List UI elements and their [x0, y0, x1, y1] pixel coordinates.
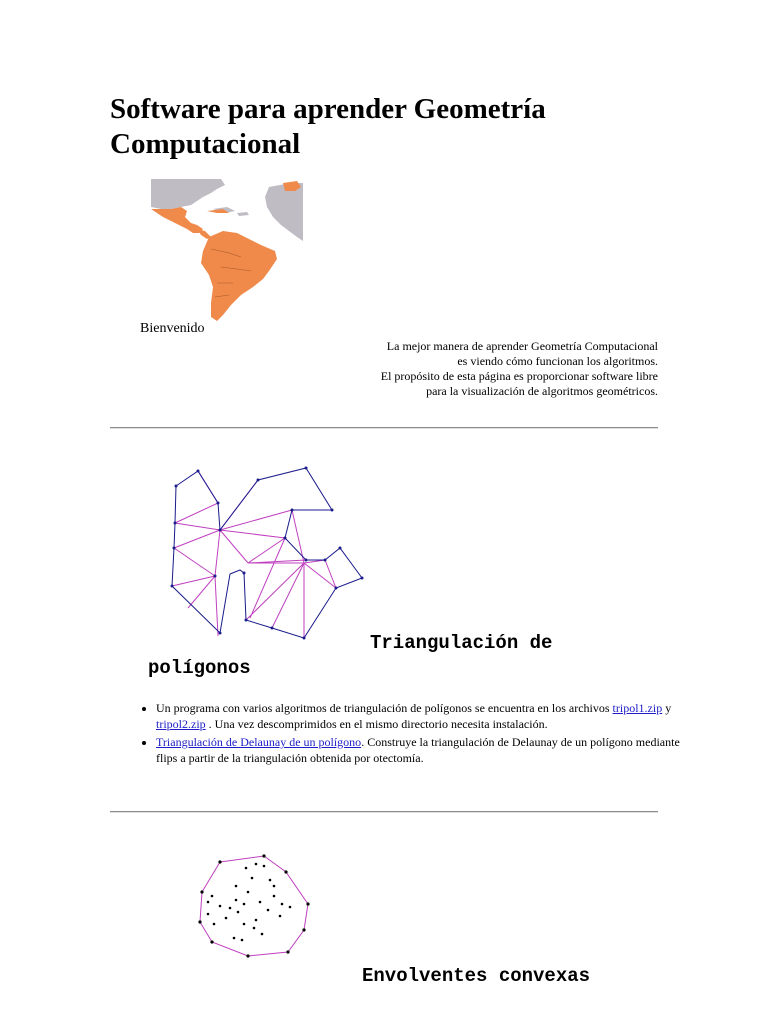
intro-line: La mejor manera de aprender Geometría Computacional	[386, 339, 658, 353]
page-title: Software para aprender Geometría Computacional	[110, 93, 546, 160]
tripol2-link[interactable]: tripol2.zip	[156, 717, 206, 731]
intro-paragraph	[340, 339, 658, 399]
list-item-text: Un programa con varios algoritmos de triangulación de polígonos se encuentra en los archivos	[156, 701, 613, 715]
list-item-text: y	[662, 701, 672, 715]
intro-line: es viendo cómo funcionan los algoritmos.	[457, 354, 658, 368]
welcome-text: Bienvenido	[140, 321, 205, 336]
tripol1-link[interactable]: tripol1.zip	[612, 701, 663, 715]
section-title-convex-hull: Envolventes convexas	[362, 965, 591, 987]
section-title-triangulation-cont: polígonos	[148, 657, 251, 679]
section-title-triangulation: Triangulación de	[370, 632, 553, 654]
horizontal-divider	[110, 811, 658, 813]
americas-map-image	[151, 179, 303, 321]
intro-line: para la visualización de algoritmos geométricos.	[426, 384, 658, 398]
intro-line: El propósito de esta página es proporcionar software libre	[380, 369, 658, 383]
list-item-text: . Una vez descomprimidos en el mismo directorio necesita instalación.	[205, 717, 548, 731]
list-item-text: . Construye la triangulación de Delaunay de un polígono mediante flips a partir de la triangulación obtenida por otectomía.	[156, 735, 680, 765]
list-item	[156, 700, 696, 732]
delaunay-link[interactable]: Triangulación de Delaunay de un polígono	[156, 735, 362, 749]
horizontal-divider	[110, 427, 658, 429]
list-item	[156, 734, 696, 766]
polygon-triangulation-image	[160, 458, 370, 643]
convex-hull-image	[190, 852, 315, 964]
triangulation-list	[128, 700, 696, 768]
